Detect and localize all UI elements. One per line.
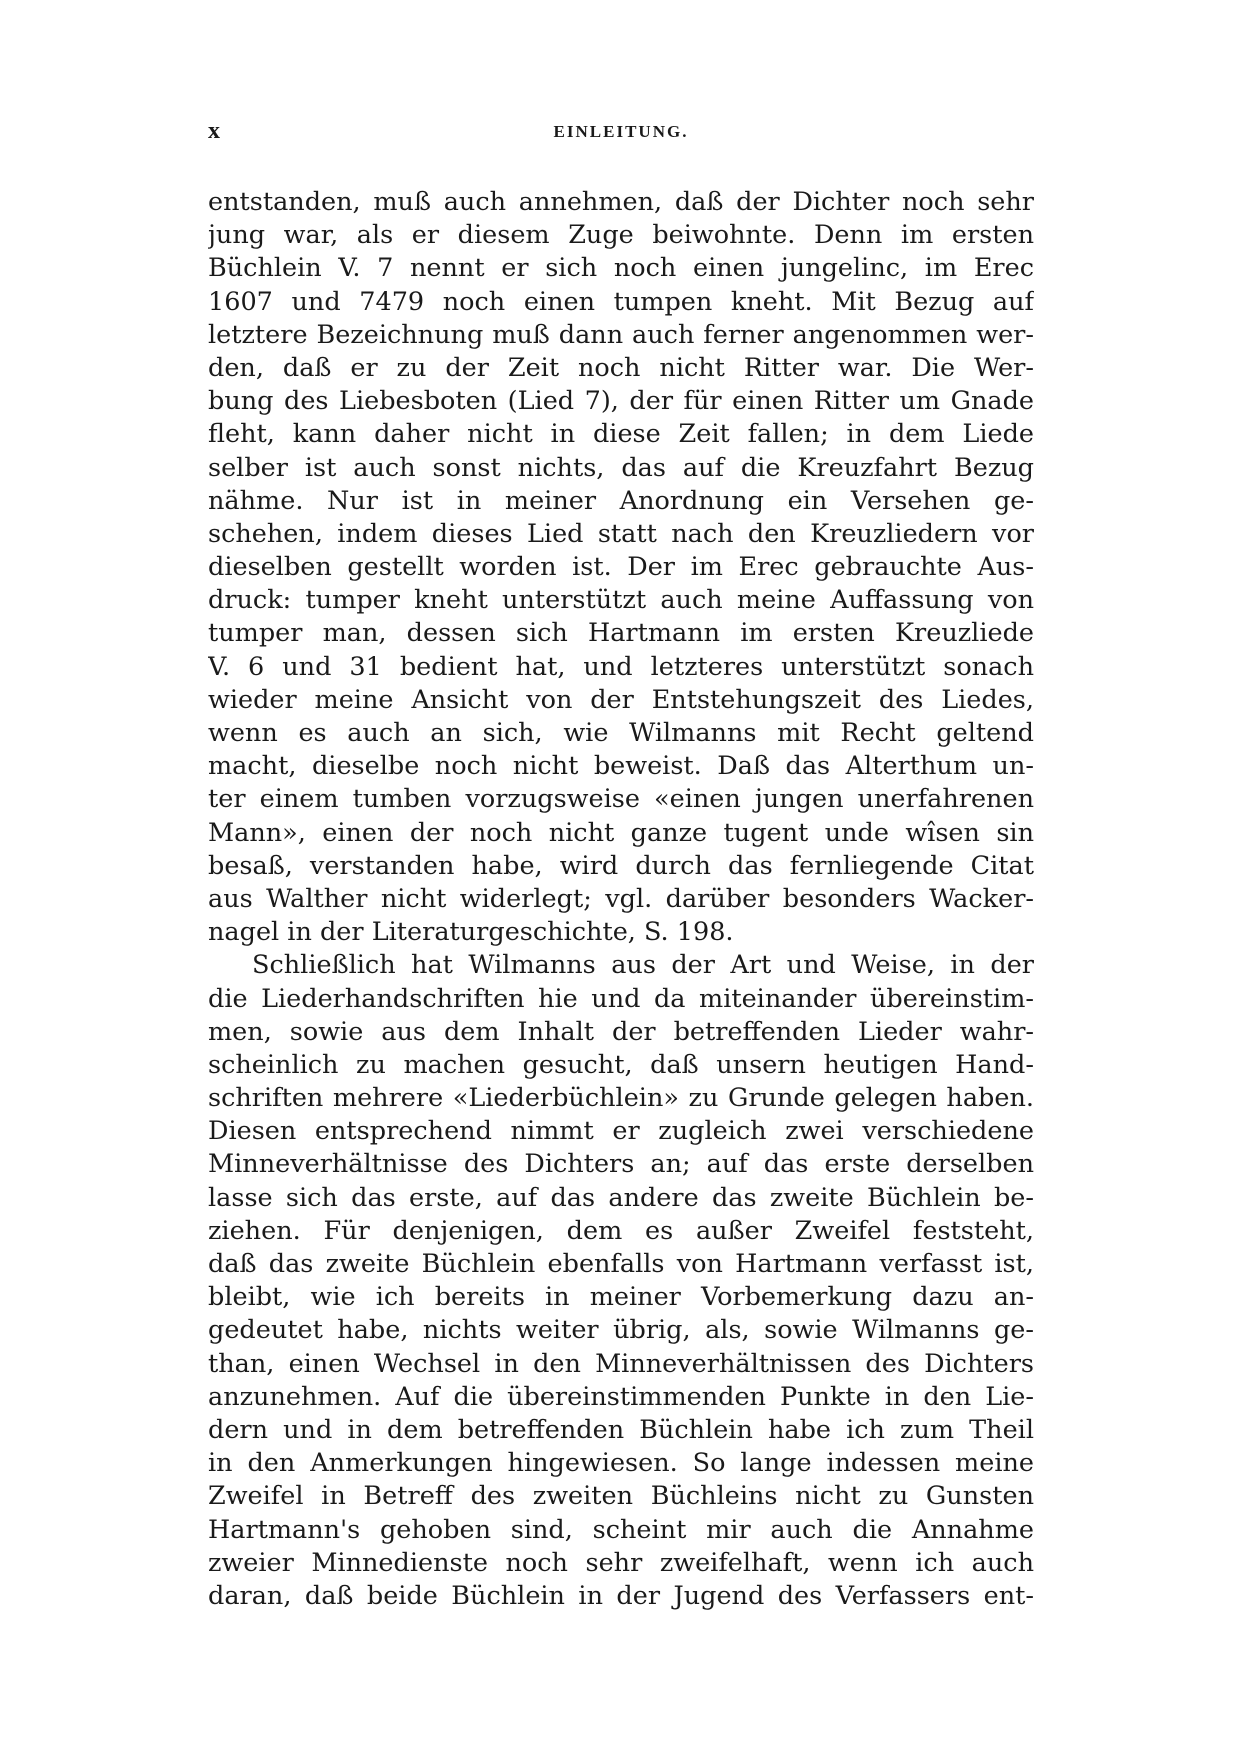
text-line: Mann», einen der noch nicht ganze tugent unde wîsen sin (208, 817, 1034, 848)
text-line: than, einen Wechsel in den Minneverhältnissen des Dichters (208, 1348, 1034, 1379)
text-line: lasse sich das erste, auf das andere das zweite Büchlein be- (208, 1182, 1034, 1213)
text-line: zweier Minnedienste noch sehr zweifelhaft, wenn ich auch (208, 1547, 1034, 1578)
text-line: bleibt, wie ich bereits in meiner Vorbemerkung dazu an- (208, 1282, 1034, 1313)
page-number: x (208, 118, 221, 144)
text-line: dieselben gestellt worden ist. Der im Erec gebrauchte Aus- (208, 552, 1034, 583)
text-line: jung war, als er diesem Zuge beiwohnte. Denn im ersten (208, 220, 1034, 251)
text-line: ter einem tumben vorzugsweise «einen jungen unerfahrenen (208, 784, 1034, 815)
text-line: wenn es auch an sich, wie Wilmanns mit Recht geltend (208, 718, 1034, 748)
running-head: EINLEITUNG. (553, 122, 689, 141)
text-line: nähme. Nur ist in meiner Anordnung ein Versehen ge- (208, 485, 1034, 516)
text-line: den, daß er zu der Zeit noch nicht Ritter war. Die Wer- (208, 352, 1034, 383)
text-line: ziehen. Für denjenigen, dem es außer Zweifel feststeht, (208, 1215, 1034, 1246)
text-line: bung des Liebesboten (Lied 7), der für einen Ritter um Gnade (208, 386, 1034, 417)
text-line: Zweifel in Betreff des zweiten Büchleins nicht zu Gunsten (208, 1481, 1034, 1512)
text-line: Minneverhältnisse des Dichters an; auf das erste derselben (208, 1149, 1034, 1180)
text-line: scheinlich zu machen gesucht, daß unsern heutigen Hand- (208, 1049, 1034, 1080)
text-line: Diesen entsprechend nimmt er zugleich zwei verschiedene (208, 1116, 1034, 1147)
text-line: fleht, kann daher nicht in diese Zeit fallen; in dem Liede (208, 419, 1034, 450)
text-line: Büchlein V. 7 nennt er sich noch einen jungelinc, im Erec (208, 253, 1034, 284)
text-line: daß das zweite Büchlein ebenfalls von Hartmann verfasst ist, (208, 1249, 1034, 1279)
text-line: tumper man, dessen sich Hartmann im ersten Kreuzliede (208, 618, 1034, 649)
text-line: Hartmann's gehoben sind, scheint mir auch die Annahme (208, 1514, 1034, 1545)
text-line: V. 6 und 31 bedient hat, und letzteres unterstützt sonach (208, 651, 1034, 682)
text-line: selber ist auch sonst nichts, das auf die Kreuzfahrt Bezug (208, 452, 1034, 483)
paragraph-end-line: nagel in der Literaturgeschichte, S. 198. (208, 917, 734, 948)
text-line: dern und in dem betreffenden Büchlein habe ich zum Theil (208, 1414, 1034, 1445)
text-line: aus Walther nicht widerlegt; vgl. darüber besonders Wacker- (208, 883, 1034, 914)
text-line: macht, dieselbe noch nicht beweist. Daß das Alterthum un- (208, 751, 1034, 782)
body-text (208, 186, 1034, 1613)
text-line: 1607 und 7479 noch einen tumpen kneht. Mit Bezug auf (208, 286, 1034, 317)
text-line: daran, daß beide Büchlein in der Jugend des Verfassers ent- (208, 1580, 1034, 1611)
text-line: men, sowie aus dem Inhalt der betreffenden Lieder wahr- (208, 1016, 1034, 1047)
text-line: besaß, verstanden habe, wird durch das fernliegende Citat (208, 850, 1034, 881)
text-line: schehen, indem dieses Lied statt nach den Kreuzliedern vor (208, 518, 1034, 549)
text-line: letztere Bezeichnung muß dann auch ferner angenommen wer- (208, 319, 1034, 350)
text-line: in den Anmerkungen hingewiesen. So lange indessen meine (208, 1448, 1034, 1479)
text-line: schriften mehrere «Liederbüchlein» zu Grunde gelegen haben. (208, 1083, 1034, 1114)
text-line: druck: tumper kneht unterstützt auch meine Auffassung von (208, 585, 1034, 616)
text-line: anzunehmen. Auf die übereinstimmenden Punkte in den Lie- (208, 1381, 1034, 1412)
page-header (208, 118, 1034, 144)
text-line: entstanden, muß auch annehmen, daß der Dichter noch sehr (208, 187, 1034, 217)
text-line: gedeutet habe, nichts weiter übrig, als, sowie Wilmanns ge- (208, 1315, 1034, 1346)
paragraph-start-line: Schließlich hat Wilmanns aus der Art und Weise, in der (252, 950, 1034, 981)
text-line: die Liederhandschriften hie und da miteinander übereinstim- (208, 983, 1034, 1014)
text-line: wieder meine Ansicht von der Entstehungszeit des Liedes, (208, 684, 1034, 715)
